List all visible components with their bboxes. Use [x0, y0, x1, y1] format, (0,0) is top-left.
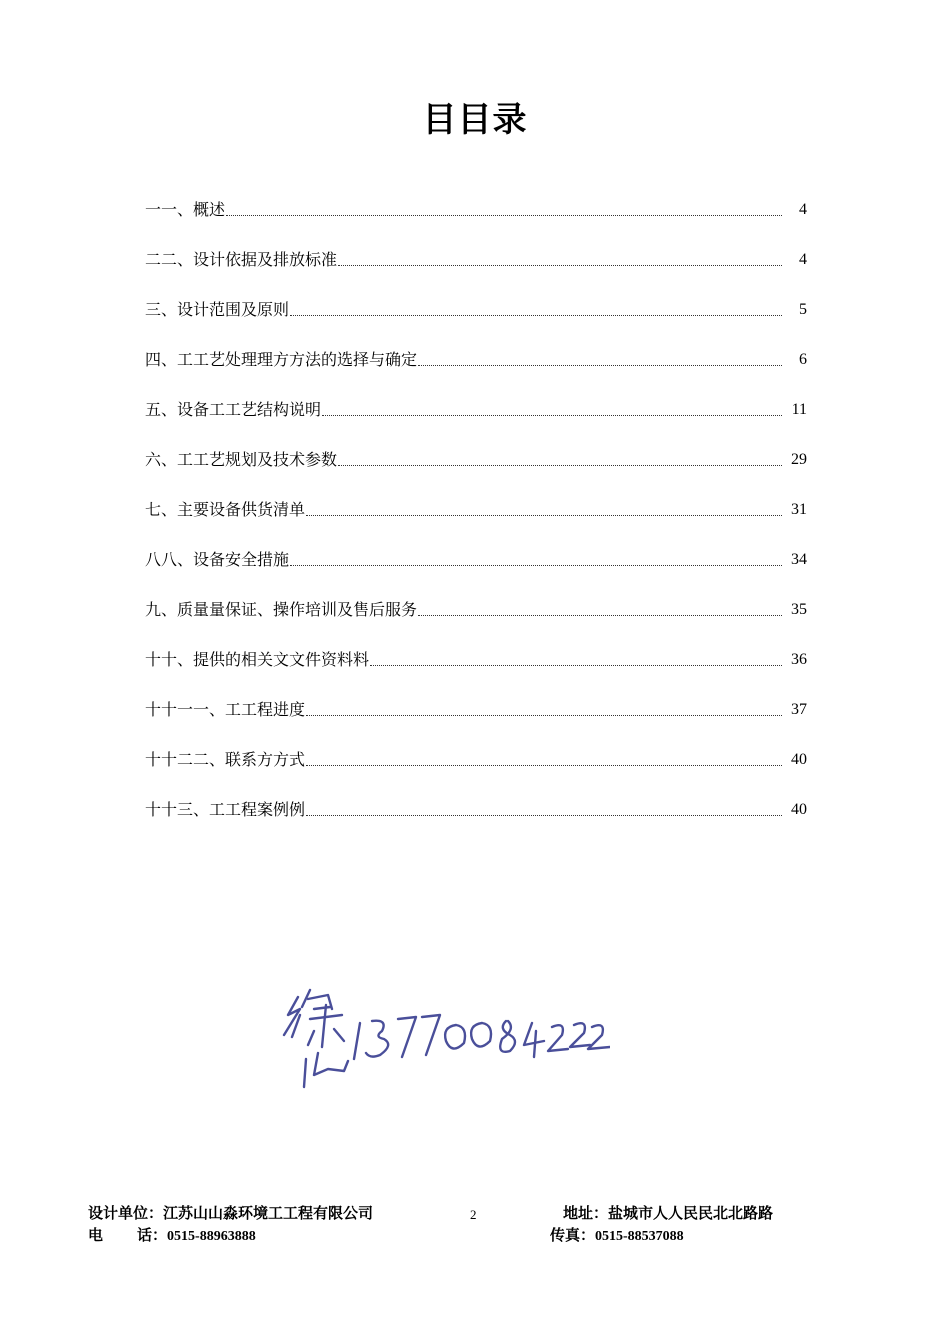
handwritten-signature: [270, 975, 610, 1105]
toc-entry-page: 11: [791, 401, 807, 418]
toc-entry[interactable]: [145, 272, 807, 322]
toc-dot-leader: [290, 315, 782, 316]
table-of-contents: [145, 172, 807, 822]
toc-dot-leader: [418, 365, 782, 366]
toc-entry-page: 40: [791, 751, 807, 768]
address-value: 盐城市人人民民北北路路: [608, 1204, 774, 1222]
toc-entry[interactable]: [145, 672, 807, 722]
toc-entry-page: 4: [799, 201, 807, 218]
toc-entry[interactable]: [145, 622, 807, 672]
phone-label-1: 电: [88, 1226, 104, 1244]
toc-entry[interactable]: [145, 772, 807, 822]
toc-entry[interactable]: [145, 372, 807, 422]
toc-entry-page: 35: [791, 601, 807, 618]
phone-number: 0515-88963888: [167, 1229, 256, 1244]
toc-entry[interactable]: [145, 472, 807, 522]
toc-dot-leader: [418, 615, 782, 616]
page-number: 2: [470, 1207, 477, 1222]
toc-dot-leader: [306, 765, 782, 766]
footer-address: [563, 1202, 773, 1223]
toc-dot-leader: [306, 515, 782, 516]
toc-entry-page: 29: [791, 451, 807, 468]
page-footer: [88, 1202, 818, 1246]
toc-entry-label: 六、工工艺规划及技术参数: [145, 450, 338, 469]
toc-entry-label: 九、质量量保证、操作培训及售后服务: [145, 600, 418, 619]
footer-phone: [88, 1224, 256, 1245]
toc-dot-leader: [338, 265, 782, 266]
toc-entry-label: 十十二二、联系方方式: [145, 750, 306, 769]
company-name: 江苏山山淼环境工工程有限公司: [163, 1204, 374, 1222]
toc-dot-leader: [322, 415, 782, 416]
footer-fax: [550, 1224, 684, 1245]
toc-entry-page: 5: [799, 301, 807, 318]
toc-entry-label: 一一、概述: [145, 200, 226, 219]
toc-entry[interactable]: [145, 572, 807, 622]
toc-dot-leader: [290, 565, 782, 566]
toc-entry-label: 七、主要设备供货清单: [145, 500, 306, 519]
toc-entry-label: 十十三、工工程案例例: [145, 800, 306, 819]
toc-entry-label: 八八、设备安全措施: [145, 550, 290, 569]
toc-entry[interactable]: [145, 222, 807, 272]
toc-entry[interactable]: [145, 172, 807, 222]
toc-entry-label: 十十、提供的相关文文件资料料: [145, 650, 370, 669]
toc-entry-label: 二二、设计依据及排放标准: [145, 250, 338, 269]
toc-entry-page: 4: [799, 251, 807, 268]
toc-entry-label: 五、设备工工艺结构说明: [145, 400, 322, 419]
company-label: 设计单位：: [88, 1204, 164, 1222]
fax-number: 0515-88537088: [595, 1229, 684, 1244]
toc-entry-label: 十十一一、工工程进度: [145, 700, 306, 719]
toc-dot-leader: [306, 715, 782, 716]
toc-entry-page: 40: [791, 801, 807, 818]
toc-dot-leader: [306, 815, 782, 816]
toc-entry-page: 37: [791, 701, 807, 718]
toc-entry-page: 6: [799, 351, 807, 368]
toc-dot-leader: [226, 215, 782, 216]
toc-entry[interactable]: [145, 322, 807, 372]
toc-entry-label: 三、设计范围及原则: [145, 300, 290, 319]
phone-label-2: 话：: [137, 1226, 168, 1244]
toc-dot-leader: [338, 465, 782, 466]
address-label: 地址：: [563, 1204, 609, 1222]
toc-entry-page: 34: [791, 551, 807, 568]
page-title: 目目录: [422, 100, 528, 140]
toc-entry[interactable]: [145, 722, 807, 772]
toc-entry[interactable]: [145, 522, 807, 572]
fax-label: 传真：: [550, 1226, 596, 1244]
toc-entry-label: 四、工工艺处理理方方法的选择与确定: [145, 350, 418, 369]
footer-company: [88, 1202, 373, 1223]
toc-entry[interactable]: [145, 422, 807, 472]
toc-entry-page: 31: [791, 501, 807, 518]
toc-entry-page: 36: [791, 651, 807, 668]
toc-dot-leader: [370, 665, 782, 666]
